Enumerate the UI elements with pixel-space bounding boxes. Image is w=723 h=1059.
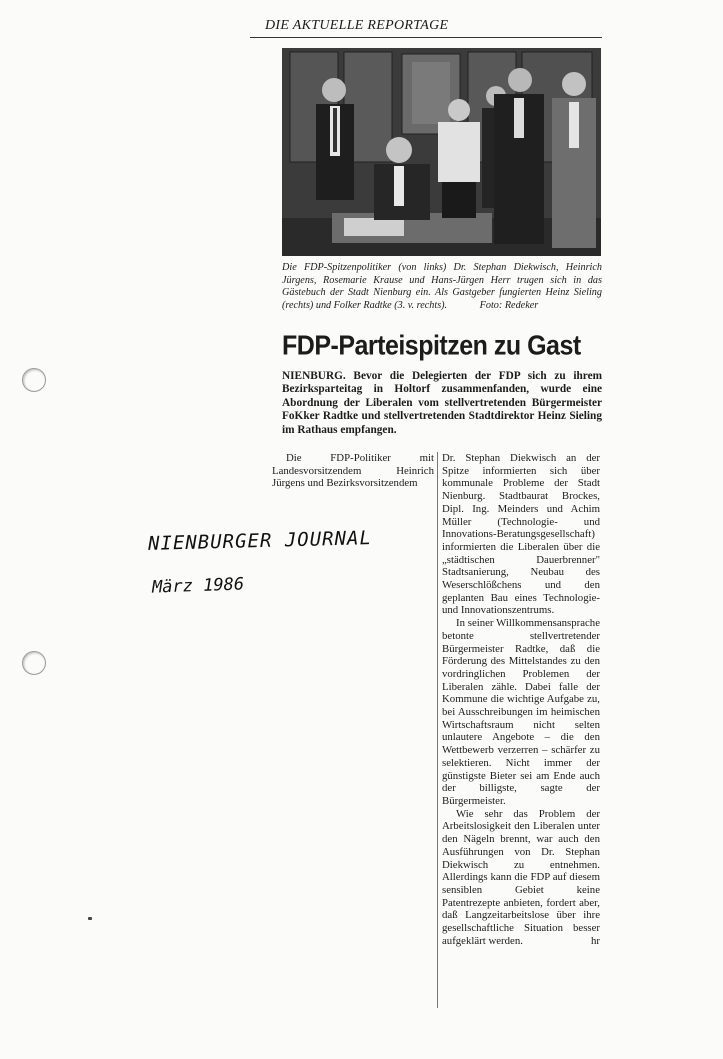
punch-hole-bottom xyxy=(22,651,46,675)
scan-speck xyxy=(88,917,92,920)
photo-caption xyxy=(282,262,602,312)
article-lead: NIENBURG. Bevor die Delegierten der FDP sich zu ihrem Bezirksparteitag in Holtorf zusammenfanden, wurde eine Abordnung der Liberalen vom stellvertretenden Bürgermeister FoKker Radtke und stellvertretenden Stadtdirektor Heinz Sieling im Rathaus empfangen. xyxy=(282,370,602,436)
group-photo-illustration xyxy=(282,48,601,256)
handwritten-date: März 1986 xyxy=(151,574,245,598)
column-left-paragraph: Die FDP-Politiker mit Landesvorsitzendem Heinrich Jürgens und Bezirksvorsitzendem xyxy=(272,452,434,490)
column-right-paragraph-2: In seiner Willkommensansprache betonte stellvertretender Bürgermeister Radtke, daß die Förderung des Mittelstandes zu den vordringlichen Problemen der Liberalen zähle. Dabei falle der Kommune die wichtige Aufgabe zu, bei Ausschreibungen im heimischen Wirtschaftsraum nicht selten unlautere Angebote – die den Wettbewerb verzerren – schärfer zu selektieren. Nicht immer der günstigste Bieter sei am Ende auch der billigste, sagte der Bürgermeister. xyxy=(442,617,600,807)
column-right-paragraph-1: Dr. Stephan Diekwisch an der Spitze informierten sich über kommunale Probleme der Stadt Nienburg. Stadtbaurat Brockes, Dipl. Ing. Meinders und Achim Müller (Technologie- und Innovations-Beratungsgesellschaft) informierten die Liberalen über die „städtischen Dauerbrenner" Stadtsanierung, Neubau des Weserschlößchens und den geplanten Bau eines Technologie- und Innovationszentrums. xyxy=(442,452,600,617)
handwritten-source: NIENBURGER JOURNAL xyxy=(147,527,373,555)
punch-hole-top xyxy=(22,368,46,392)
press-photo xyxy=(282,48,601,256)
column-right-paragraph-3 xyxy=(442,808,600,948)
article-headline: FDP-Parteispitzen zu Gast xyxy=(282,330,581,362)
article-column-right xyxy=(442,452,600,947)
column-divider xyxy=(437,452,438,1008)
caption-text: Die FDP-Spitzenpolitiker (von links) Dr. Stephan Diekwisch, Heinrich Jürgens, Rosemarie Krause und Hans-Jürgen Herr trugen sich in das Gästebuch der Stadt Nienburg ein. Als Gastgeber fungierten Heinz Sieling (rechts) und Folker Radtke (3. v. rechts). xyxy=(282,262,602,311)
author-signature: hr xyxy=(591,934,600,947)
header-rule xyxy=(250,37,602,38)
section-title: DIE AKTUELLE REPORTAGE xyxy=(265,18,449,33)
article-column-left xyxy=(272,452,434,490)
photo-credit: Foto: Redeker xyxy=(479,299,539,311)
column-right-paragraph-3-text: Wie sehr das Problem der Arbeitslosigkeit den Liberalen unter den Nägeln brennt, war auch den Ausführungen von Dr. Stephan Diekwisch zu entnehmen. Allerdings kann die FDP auf diesem sensiblen Gebiet keine Patentrezepte anbieten, fordert aber, daß Langzeitarbeitslose über ihre gesellschaftliche Situation besser aufgeklärt werden. xyxy=(442,807,600,947)
